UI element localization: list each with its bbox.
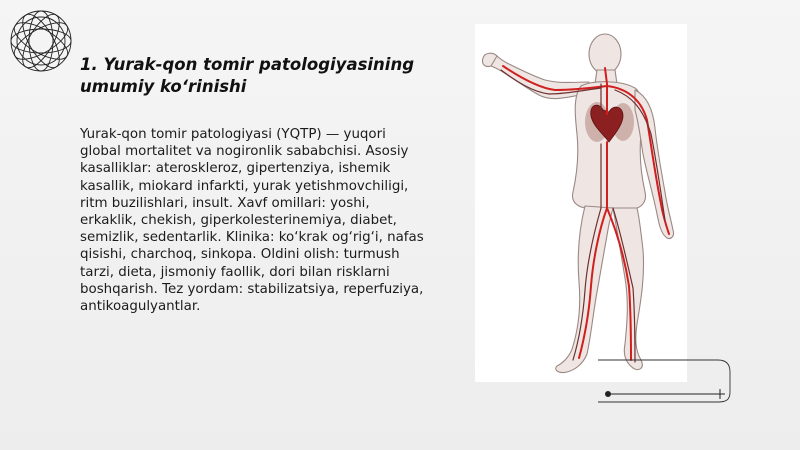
- timeline-slider[interactable]: [596, 358, 732, 404]
- logo-icon: [6, 6, 76, 76]
- slider-start-handle[interactable]: [605, 391, 611, 397]
- circulatory-system-icon: [475, 24, 687, 382]
- slide-body-text: Yurak-qon tomir patologiyasi (YQTP) — yuqori global mortalitet va nogironlik sababchisi. Asosiy kasalliklar: ateroskleroz, gipertenziya, ishemik kasallik, miokard infarkti, yurak yetishmovchiligi, ritm buzilishlari, insult. Xavf omillari: yoshi, erkaklik, chekish, giperkolesterinemiya, diabet, semizlik, sedentarlik. Klinika: ko‘krak og‘rig‘i, nafas qisishi, charchoq, sinkopa. Oldini olish: turmush tarzi, dieta, jismoniy faollik, dori bilan risklarni boshqarish. Tez yordam: stabilizatsiya, reperfuziya, antikoagulyantlar.: [80, 127, 424, 315]
- slide-title: 1. Yurak-qon tomir patologiyasining umumiy ko‘rinishi: [80, 55, 415, 96]
- circulatory-figure-panel: [475, 24, 687, 382]
